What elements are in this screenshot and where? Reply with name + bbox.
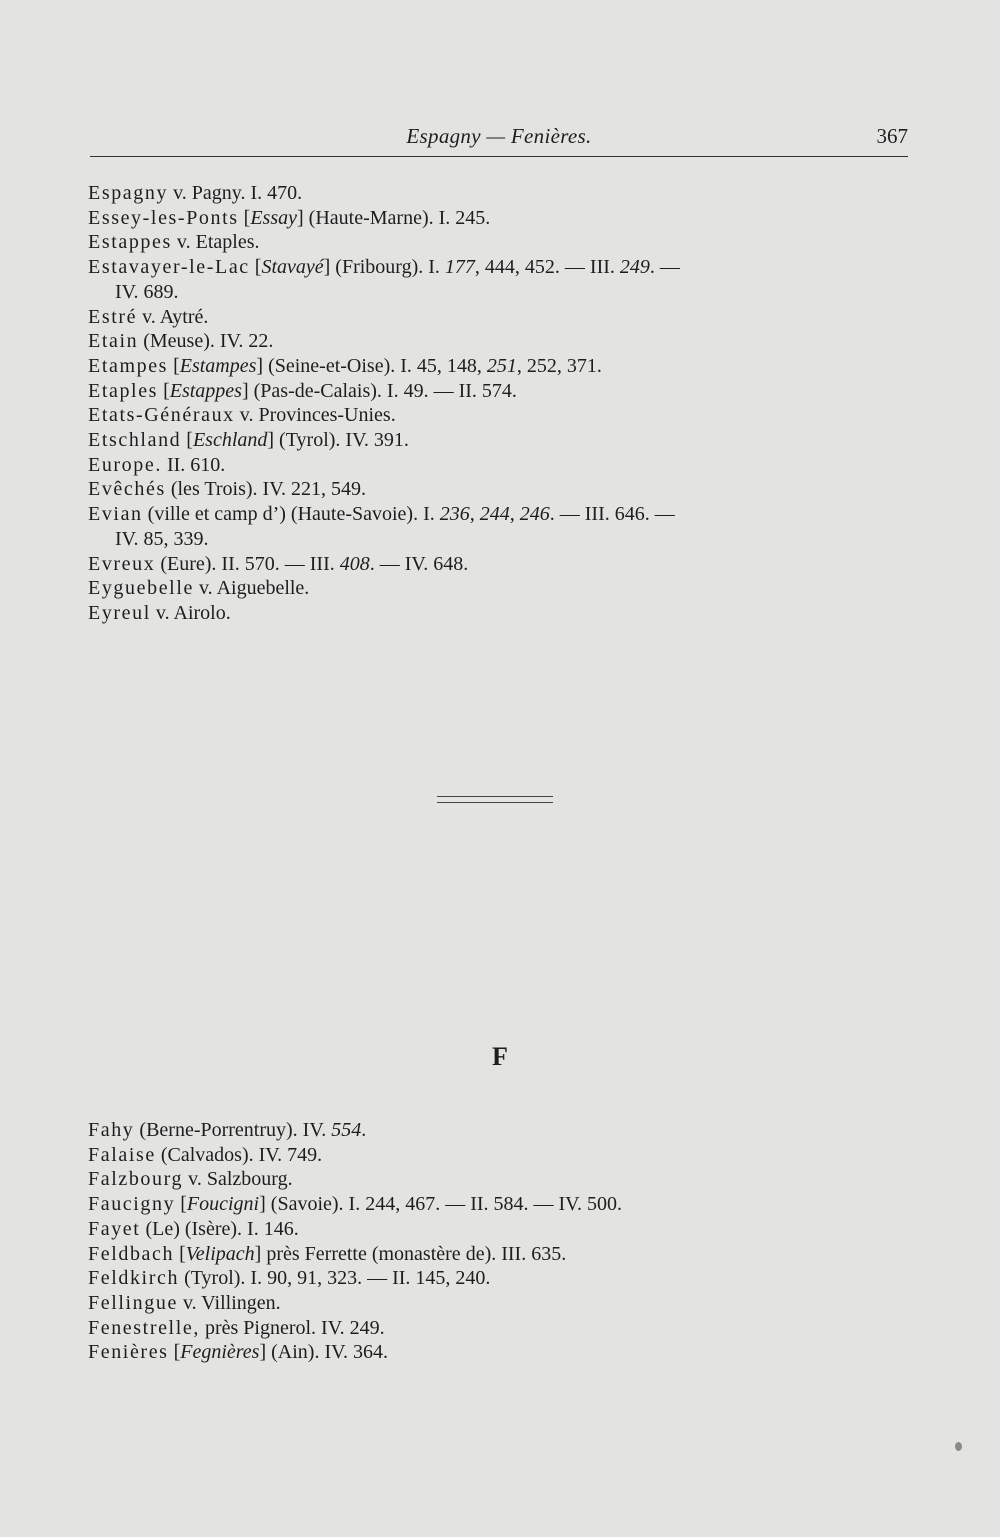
index-entry [88, 379, 918, 404]
entry-continuation: IV. 85, 339. [115, 527, 209, 550]
entry-headword: Etats-Généraux [88, 404, 235, 427]
entry-headword: Evreux [88, 552, 156, 575]
entry-headword: Falaise [88, 1143, 156, 1166]
index-entry [88, 1266, 918, 1291]
entry-continuation: IV. 689. [115, 280, 179, 303]
entry-text: , 444, 452. — III. [474, 256, 620, 279]
entry-text: . — III. 646. — [549, 503, 675, 526]
entry-headword: Evêchés [88, 478, 166, 501]
entry-text: ] (Haute-Marne). I. 245. [297, 206, 491, 229]
section-letter: F [492, 1042, 508, 1071]
index-entries-f [88, 1118, 918, 1365]
entry-text: [ [174, 1242, 186, 1265]
entry-headword: Etampes [88, 354, 169, 377]
entry-headword: Fenières [88, 1341, 169, 1364]
index-entry [88, 329, 918, 354]
entry-text: v. Villingen. [177, 1291, 281, 1314]
entry-headword: Etain [88, 330, 139, 353]
index-entry [88, 1167, 918, 1192]
entry-text: II. 610. [161, 453, 226, 476]
entry-text: ] (Ain). IV. 364. [259, 1341, 388, 1364]
entry-text: v. Aiguebelle. [193, 577, 310, 600]
entry-text: [ [181, 429, 193, 452]
entry-italic: 236, 244, 246 [439, 503, 550, 526]
entry-text: v. Provinces-Unies. [234, 404, 396, 427]
index-entry [88, 1291, 918, 1316]
entry-headword: Evian [88, 503, 143, 526]
entry-headword: Eyguebelle [88, 577, 194, 600]
entry-italic: Eschland [192, 429, 268, 452]
entry-headword: Europe. [88, 453, 162, 476]
index-entry [88, 502, 918, 551]
entry-italic: 177 [444, 256, 475, 279]
entry-text: (les Trois). IV. 221, 549. [165, 478, 367, 501]
entry-text: [ [249, 256, 262, 279]
entry-text: ] (Pas-de-Calais). I. 49. — II. 574. [241, 379, 517, 402]
entry-italic: Stavayé [261, 256, 324, 279]
entry-headword: Fellingue [88, 1291, 178, 1314]
entry-headword: Etschland [88, 429, 182, 452]
index-entry [88, 1143, 918, 1168]
entry-text: [ [158, 379, 170, 402]
index-entry [88, 552, 918, 577]
entry-text: ] près Ferrette (monastère de). III. 635. [254, 1242, 567, 1265]
index-entry [88, 477, 918, 502]
entry-italic: 408 [339, 552, 370, 575]
entry-text: v. Etaples. [171, 231, 260, 254]
entry-text: v. Salzbourg. [183, 1168, 293, 1191]
index-entry [88, 1316, 918, 1341]
entry-headword: Feldbach [88, 1242, 175, 1265]
entry-headword: Fayet [88, 1217, 141, 1240]
entry-text: , 252, 371. [516, 354, 602, 377]
entry-text: . — IV. 648. [369, 552, 469, 575]
index-entry [88, 305, 918, 330]
entry-text: ] (Tyrol). IV. 391. [267, 429, 409, 452]
entry-text: près Pignerol. IV. 249. [199, 1316, 385, 1339]
entry-text: v. Airolo. [150, 601, 231, 624]
index-entry [88, 1217, 918, 1242]
entry-italic: Estappes [169, 379, 242, 402]
entry-italic: 251 [486, 354, 517, 377]
section-divider [437, 796, 553, 803]
entry-headword: Essey-les-Ponts [88, 206, 239, 229]
entry-text: [ [238, 206, 251, 229]
entry-text: ] (Seine-et-Oise). I. 45, 148, [256, 354, 487, 377]
entry-text: ] (Fribourg). I. [323, 256, 445, 279]
entry-italic: Foucigni [186, 1193, 260, 1216]
entry-headword: Faucigny [88, 1193, 176, 1216]
entry-headword: Estappes [88, 231, 172, 254]
entry-text: (Meuse). IV. 22. [138, 330, 274, 353]
index-entry [88, 601, 918, 626]
index-entry [88, 1118, 918, 1143]
entry-text: [ [168, 354, 180, 377]
entry-italic: Fegnières [180, 1341, 260, 1364]
entry-headword: Fenestrelle, [88, 1316, 200, 1339]
index-entry [88, 453, 918, 478]
index-entry [88, 576, 918, 601]
entry-headword: Falzbourg [88, 1168, 184, 1191]
index-entry [88, 428, 918, 453]
entry-headword: Estavayer-le-Lac [88, 256, 250, 279]
entry-headword: Feldkirch [88, 1267, 180, 1290]
index-entry [88, 1192, 918, 1217]
ink-speck [955, 1442, 962, 1451]
entry-italic: Velipach [185, 1242, 255, 1265]
entry-text: (Le) (Isère). I. 146. [140, 1217, 299, 1240]
entry-italic: Estampes [179, 354, 257, 377]
index-entry [88, 206, 918, 231]
index-entry [88, 403, 918, 428]
entry-text: v. Pagny. I. 470. [168, 182, 303, 204]
entry-text: (Calvados). IV. 749. [155, 1143, 323, 1166]
page-number: 367 [876, 124, 908, 148]
entry-text: (Tyrol). I. 90, 91, 323. — II. 145, 240. [179, 1267, 491, 1290]
index-entry [88, 255, 918, 304]
entry-headword: Etaples [88, 379, 159, 402]
entry-text: ] (Savoie). I. 244, 467. — II. 584. — IV. 500. [259, 1193, 623, 1216]
entry-headword: Fahy [88, 1119, 135, 1141]
entry-italic: Essay [250, 206, 298, 229]
entry-italic: 249 [619, 256, 650, 279]
index-entry [88, 354, 918, 379]
index-entry [88, 1340, 918, 1365]
entry-text: v. Aytré. [137, 305, 209, 328]
entry-headword: Espagny [88, 182, 169, 204]
entry-headword: Eyreul [88, 601, 151, 624]
entry-text: [ [168, 1341, 181, 1364]
entry-text: . [361, 1119, 367, 1141]
entry-text: (ville et camp d’) (Haute-Savoie). I. [142, 503, 440, 526]
index-entry [88, 1242, 918, 1267]
index-entry [88, 181, 918, 206]
entry-italic: 554 [331, 1119, 362, 1141]
entry-headword: Estré [88, 305, 138, 328]
index-entry [88, 230, 918, 255]
header-title: Espagny — Fenières. [406, 124, 592, 148]
entry-text: (Eure). II. 570. — III. [155, 552, 340, 575]
entry-text: . — [649, 256, 680, 279]
entry-text: [ [175, 1193, 187, 1216]
entry-text: (Berne-Porrentruy). IV. [134, 1119, 332, 1141]
index-entries-e [88, 181, 918, 626]
running-header [90, 122, 908, 157]
